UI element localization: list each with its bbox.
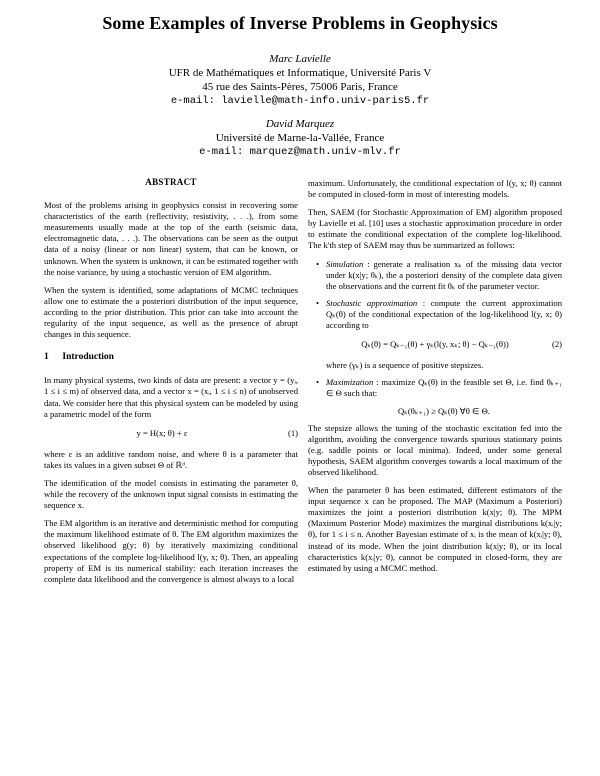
equation-1 [44, 428, 298, 439]
equation-body: Qₖ(θ) = Qₖ₋₁(θ) + γₖ(l(y, xₖ; θ) − Qₖ₋₁(θ)) [361, 339, 509, 350]
step-label: Stochastic approximation [326, 297, 418, 308]
abstract-paragraph: When the system is identified, some adaptations of MCMC techniques allow one to estimate the a posteriori distribution of the input sequence, according to the prior distribution. This prior can take into account the regularity of the input sequence, as well as the presence of abrupt changes in this sequence. [44, 284, 298, 340]
body-paragraph: In many physical systems, two kinds of data are present: a vector y = (yᵢ, 1 ≤ i ≤ m) of observed data, and a vector x = (xᵢ, 1 ≤ i ≤ n) of unobserved data. We consider here that this physical system can be modeled by using a parametric model of the form [44, 375, 298, 419]
body-paragraph: When the parameter θ has been estimated, different estimators of the input sequence x can be proposed. The MAP (Maximum a Posteriori) maximizes the joint a posteriori distribution k(x|y; θ). The MPM (Maximum Posterior Mode) maximizes the marginal distributions k(xᵢ|y; θ), for 1 ≤ i ≤ n. Another Bayesian estimate of xᵢ is the mean of k(xᵢ|y; θ), instead of its mode. When the joint distribution k(x|y; θ), or its local characteristics k(xᵢ|y; θ), cannot be computed in closed-form, they are estimated by using a MCMC method. [308, 485, 562, 573]
equation-2 [326, 339, 562, 350]
abstract-heading: ABSTRACT [145, 177, 197, 187]
body-paragraph: maximum. Unfortunately, the conditional expectation of l(y, x; θ) cannot be computed in closed-form in most of interesting models. [308, 178, 562, 200]
author-affiliation: Université de Marne-la-Vallée, France [215, 132, 385, 144]
step-text: : generate a realisation xₖ of the missing data vector under k(x|y; θₖ), the a posteriori density of the complete data given the observations and the current fit θₖ of the parameter vector. [326, 258, 562, 291]
author-name: David Marquez [265, 118, 335, 130]
body-paragraph: The identification of the model consists in estimating the parameter θ, while the recovery of the unknown input signal consists in estimating the sequence x. [44, 477, 298, 511]
step-label: Simulation [326, 258, 364, 269]
author-address: 45 rue des Saints-Pères, 75006 Paris, France [202, 81, 398, 93]
author-affiliation: UFR de Mathématiques et Informatique, Université Paris V [168, 67, 432, 79]
body-paragraph: The stepsize allows the tuning of the stochastic excitation fed into the algorithm, avoiding the convergence towards spurious stationary points (e.g. saddle points or local minima). Indeed, under some general hypothesis, SAEM algorithm converges towards a local maximum of the observed likelihood. [308, 422, 562, 477]
paper-title: Some Examples of Inverse Problems in Geophysics [102, 13, 498, 33]
step-text: : maximize Qₖ(θ) in the feasible set Θ, i.e. find θₖ₊₁ ∈ Θ such that: [326, 377, 563, 399]
list-item [316, 298, 562, 371]
list-item [316, 259, 562, 292]
abstract-paragraph: Most of the problems arising in geophysics consist in recovering some characteristics of the earth (reflectivity, resistivity, . . .), from some measurements usually made at the top of the earth (seismic data, electromagnetic data, . . .). The observations can be seen as the output data of a noisy (linear or non linear) system, that can be known, or unknown. When the system is unknown, it can be estimated together with the noise variance, by using a stochastic version of EM algorithm. [44, 200, 298, 277]
section-title: Introduction [62, 352, 114, 363]
author-email: e-mail: marquez@math.univ-mlv.fr [199, 146, 401, 158]
body-paragraph: The EM algorithm is an iterative and deterministic method for computing the maximum likelihood estimate of θ. The EM algorithm maximizes the observed likelihood g(y; θ) by iteratively maximizing conditional expectations of the complete log-likelihood l(y, x; θ). Then, an appealing property of EM is its numerical stability: each iteration increases the complete data likelihood and the convergence is almost always to a local [44, 518, 298, 584]
equation-number: (1) [287, 427, 298, 438]
section-heading [44, 352, 298, 363]
saem-steps-list [308, 259, 562, 417]
equation-3: Qₖ(θₖ₊₁) ≥ Qₖ(θ) ∀θ ∈ Θ. [398, 405, 490, 416]
step-text: : compute the current approximation Qₖ(θ) of the conditional expectation of the log-likelihood l(y, x; θ) according to [326, 297, 562, 331]
equation-body: y = H(x; θ) + ε [136, 427, 188, 438]
right-column [308, 178, 562, 581]
author-email: e-mail: lavielle@math-info.univ-paris5.fr [170, 95, 430, 107]
body-paragraph: Then, SAEM (for Stochastic Approximation of EM) algorithm proposed by Lavielle et al. [10] uses a stochastic approximation procedure in order to estimate the conditional expectation of the complete log-likelihood. The k'th step of SAEM may thus be summarized as follows: [308, 207, 562, 251]
equation-number: (2) [551, 339, 562, 350]
equation-note: where (γₖ) is a sequence of positive stepsizes. [326, 360, 484, 371]
section-number: 1 [44, 352, 49, 363]
left-column [44, 175, 298, 592]
author-name: Marc Lavielle [269, 53, 331, 65]
list-item [316, 377, 562, 416]
step-label: Maximization [326, 377, 374, 388]
author-block [0, 52, 600, 159]
body-paragraph: where ε is an additive random noise, and where θ is a parameter that takes its values in a given subset Θ of ℝᵈ. [44, 448, 298, 470]
